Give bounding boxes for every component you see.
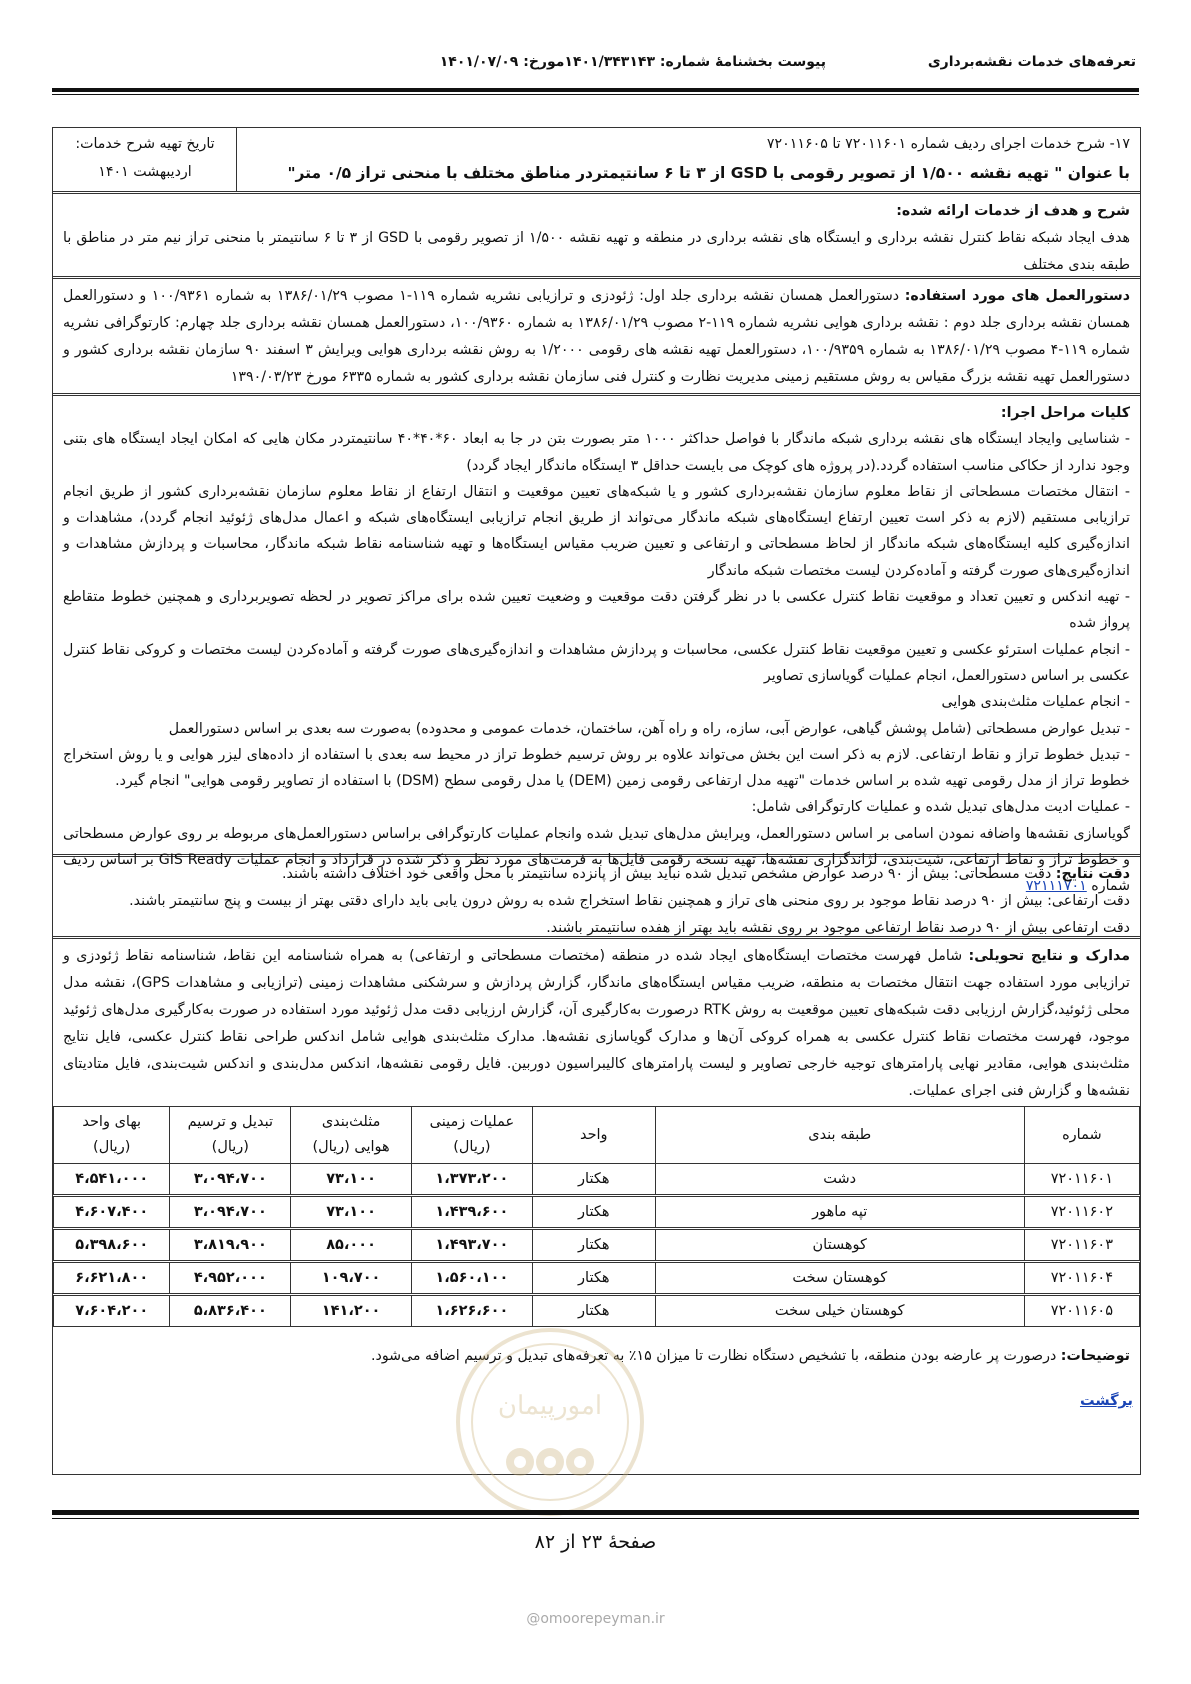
col-ground: عملیات زمینی (ریال) (411, 1107, 532, 1164)
step-item: - انجام عملیات استرئو عکسی و تعیین موقعیت نقاط کنترل عکسی، محاسبات و پردازش مشاهدات و اندازه‌گیری‌های صورت گرفته و آماده‌کردن لیست مختصات و کروکی نقاط کنترل عکسی بر اساس دستورالعمل، انجام عملیات گویاسازی تصاویر (63, 641, 1130, 684)
table-row (54, 1229, 1140, 1262)
row-convert: ۳،۰۹۴،۷۰۰ (170, 1196, 291, 1229)
step-item: - عملیات ادیت مدل‌های تبدیل شده و عملیات کارتوگرافی شامل: (751, 799, 1130, 816)
gis-ready-row-link[interactable]: ۷۲۱۱۱۷۰۱ (1025, 878, 1087, 895)
row-aerial: ۱۴۱،۲۰۰ (291, 1295, 412, 1327)
row-price: ۴،۶۰۷،۴۰۰ (54, 1196, 170, 1229)
header-rule (52, 88, 1139, 92)
row-number: ۷۲۰۱۱۶۰۴ (1024, 1262, 1139, 1295)
row-ground: ۱،۵۶۰،۱۰۰ (411, 1262, 532, 1295)
prep-date-cell (53, 128, 237, 191)
step-item: - انجام عملیات مثلث‌بندی هوایی (941, 694, 1130, 711)
title-main (236, 128, 1140, 191)
service-title: با عنوان " تهیه نقشه ۱/۵۰۰ از تصویر رقومی با GSD از ۳ تا ۶ سانتیمتردر مناطق مختلف با منحنی تراز ۰/۵ متر" (287, 164, 1130, 182)
standards-text: دستورالعمل همسان نقشه برداری جلد اول: ژئودزی و ترازیابی نشریه شماره ۱۱۹-۱ مصوب ۱۳۸۶/۰۱/۲۹ به شماره ۱۰۰/۹۳۶۱ و دستورالعمل همسان نقشه برداری جلد دوم : نقشه برداری هوایی نشریه شماره ۱۱۹-۲ مصوب ۱۳۸۶/۰۱/۲۹ به شماره ۱۰۰/۹۳۶۰، دستورالعمل همسان نقشه برداری جلد چهارم: کارتوگرافی نشریه شماره ۱۱۹-۴ مصوب ۱۳۸۶/۰۱/۲۹ به شماره ۱۰۰/۹۳۵۹، دستورالعمل تهیه نقشه های رقومی ۱/۲۰۰۰ به روش نقشه برداری هوایی ویرایش ۳ اسفند ۹۰ سازمان نقشه برداری کشور و دستورالعمل تهیه نقشه بزرگ مقیاس به روش مستقیم زمینی مدیریت نظارت و کنترل فنی سازمان نقشه برداری کشور به شماره ۶۳۳۵ مورخ ۱۳۹۰/۰۳/۲۳ (63, 288, 1130, 385)
col-price: بهای واحد (ریال) (54, 1107, 170, 1164)
tariff-table (53, 1106, 1140, 1327)
col-category: طبقه بندی (655, 1107, 1024, 1164)
row-unit: هکتار (532, 1229, 655, 1262)
accuracy-planimetric: دقت مسطحاتی: بیش از ۹۰ درصد عوارض مشخص تبدیل شده نباید بیش از پانزده سانتیمتر با محل واقعی خود اختلاف داشته باشند. (281, 866, 1056, 882)
col-convert: تبدیل و ترسیم (ریال) (170, 1107, 291, 1164)
watermark-seal-icon (450, 1322, 650, 1522)
steps-heading: کلیات مراحل اجرا: (1000, 405, 1130, 421)
title-block (53, 128, 1140, 194)
row-price: ۶،۶۲۱،۸۰۰ (54, 1262, 170, 1295)
header-rule-thin (52, 94, 1139, 95)
row-ground: ۱،۳۷۳،۲۰۰ (411, 1164, 532, 1196)
page-number: صفحۀ ۲۳ از ۸۲ (534, 1531, 657, 1553)
row-number: ۷۲۰۱۱۶۰۳ (1024, 1229, 1139, 1262)
step-item: گویاسازی نقشه‌ها واضافه نمودن اسامی بر اساس دستورالعمل، ویرایش مدل‌های تبدیل شده وانجام عملیات کارتوگرافی براساس دستورالعمل‌های مربوطه بر روی عوارض مسطحاتی و خطوط تراز و نقاط ارتفاعی، شیت‌بندی، لژاندگزاری نقشه‌ها، تهیه نسخه رقومی فایل‌ها به فرمت‌های مورد نظر و ذکر شده در قرارداد و انجام عملیات GIS Ready بر اساس ردیف شماره (63, 825, 1130, 895)
row-number: ۷۲۰۱۱۶۰۲ (1024, 1196, 1139, 1229)
row-convert: ۳،۸۱۹،۹۰۰ (170, 1229, 291, 1262)
row-aerial: ۸۵،۰۰۰ (291, 1229, 412, 1262)
row-category: دشت (655, 1164, 1024, 1196)
row-number: ۷۲۰۱۱۶۰۱ (1024, 1164, 1139, 1196)
row-convert: ۴،۹۵۲،۰۰۰ (170, 1262, 291, 1295)
page-header (55, 54, 1136, 78)
svg-text:امورپیمان: امورپیمان (497, 1391, 603, 1421)
row-ground: ۱،۴۳۹،۶۰۰ (411, 1196, 532, 1229)
row-category: کوهستان خیلی سخت (655, 1295, 1024, 1327)
notes-heading: توضیحات: (1060, 1348, 1130, 1364)
site-watermark: @omoorepeyman.ir (526, 1611, 665, 1627)
prep-date-value: اردیبهشت ۱۴۰۱ (98, 164, 192, 180)
col-number: شماره (1024, 1107, 1139, 1164)
step-item: - تهیه اندکس و تعیین تعداد و موقعیت نقاط کنترل عکسی با در نظر گرفتن دقت موقعیت و وضعیت تعیین شده برای مراکز تصویر در لحظه تصویربرداری و همچنین خطوط متقاطع پرواز شده (63, 589, 1130, 632)
deliverables-heading: مدارک و نتایج تحویلی: (968, 948, 1130, 964)
row-category: تپه ماهور (655, 1196, 1024, 1229)
footer-rule-thin (52, 1518, 1139, 1519)
standards-heading: دستورالعمل های مورد استفاده: (904, 288, 1131, 304)
row-unit: هکتار (532, 1295, 655, 1327)
table-row (54, 1164, 1140, 1196)
goal-text: هدف ایجاد شبکه نقاط کنترل نقشه برداری و ایستگاه های نقشه برداری در منطقه و تهیه نقشه ۱/۵۰۰ از تصویر رقومی با GSD از ۳ تا ۶ سانتیمتر با منحنی تراز نیم متر در مناطق با طبقه بندی مختلف (63, 230, 1131, 273)
deliverables-text: شامل فهرست مختصات ایستگاه‌های ایجاد شده در منطقه (مختصات مسطحاتی و ارتفاعی) به همراه شناسنامه این نقاط، شناسنامه نقاط ژئودزی و ترازیابی مورد استفاده جهت انتقال مختصات به منطقه، ضریب مقیاس ایستگاه‌های ماندگار، گزارش پردازش و سرشکنی مشاهدات زمینی (ترازیابی و مشاهدات GPS)، نقشه مدل محلی ژئوئید،گزارش ارزیابی دقت شبکه‌های تعیین موقعیت به روش RTK درصورت به‌کارگیری آن، گزارش ارزیابی دقت مدل ژئوئید مورد استفاده در صورت به‌کارگیری مدل‌های ژئوئید موجود، فهرست مختصات نقاط کنترل عکسی به همراه کروکی آن‌ها و مدارک گویاسازی نقشه‌ها. مدارک مثلث‌بندی هوایی شامل اندکس طراحی نقاط کنترل عکسی، فایل نتایج مثلث‌بندی هوایی، مقادیر نهایی پارامترهای توجیه خارجی تصاویر و لیست پارامترهای کالیبراسیون دوربین. فایل رقومی نقشه‌ها، اندکس مدل‌بندی و اندکس شیت‌بندی، فایل متادیتای نقشه‌ها و گزارش فنی اجرای عملیات. (63, 948, 1131, 1099)
table-row (54, 1196, 1140, 1229)
row-unit: هکتار (532, 1164, 655, 1196)
goal-heading: شرح و هدف از خدمات ارائه شده: (896, 203, 1130, 219)
accuracy-heading: دقت نتایج: (1055, 866, 1130, 882)
back-link[interactable]: برگشت (1079, 1393, 1133, 1409)
notes-text: درصورت پر عارضه بودن منطقه، با تشخیص دستگاه نظارت تا میزان ۱۵٪ به تعرفه‌های تبدیل و ترسیم اضافه می‌شود. (371, 1348, 1061, 1364)
goal-section (53, 194, 1140, 279)
row-aerial: ۱۰۹،۷۰۰ (291, 1262, 412, 1295)
prep-date-label: تاریخ تهیه شرح خدمات: (75, 136, 215, 152)
row-ground: ۱،۶۲۶،۶۰۰ (411, 1295, 532, 1327)
circular-reference: پیوست بخشنامۀ شماره: ۱۴۰۱/۳۴۳۱۴۳مورخ: ۱۴۰۱/۰۷/۰۹ (439, 54, 826, 70)
step-item: - تبدیل خطوط تراز و نقاط ارتفاعی. لازم به ذکر است این بخش می‌تواند علاوه بر روش ترسیم خطوط تراز در محیط سه بعدی با استفاده از داده‌های لیزر هوایی و یا روش استخراج خطوط تراز از مدل رقومی تهیه شده بر اساس خدمات "تهیه مدل ارتفاعی رقومی زمین (DEM) یا مدل رقومی سطح (DSM) با استفاده از تصاویر رقومی هوایی" انجام گیرد. (63, 746, 1130, 790)
step-item: - انتقال مختصات مسطحاتی از نقاط معلوم سازمان نقشه‌برداری کشور و یا شبکه‌های تعیین موقعیت و انتقال ارتفاع از نقاط معلوم سازمان نقشه‌برداری کشور از طریق انجام ترازیابی مستقیم (لازم به ذکر است تعیین ارتفاع ایستگاه‌های شبکه ماندگار می‌تواند از طریق انجام ترازیابی ایستگاه‌های شبکه و اعمال مدل‌های ژئوئید انجام گردد)، مشاهدات و اندازه‌گیری کلیه ایستگاه‌های شبکه ماندگار از لحاظ مسطحاتی و ارتفاعی و تعیین ضریب مقیاس ایستگاه‌ها و تهیه شناسنامه نقاط شبکه ماندگار، محاسبات و پردازش مشاهدات و اندازه‌گیری‌های صورت گرفته و آماده‌کردن لیست مختصات شبکه ماندگار (63, 483, 1130, 579)
row-price: ۷،۶۰۴،۲۰۰ (54, 1295, 170, 1327)
accuracy-height-contours: دقت ارتفاعی: بیش از ۹۰ درصد نقاط موجود بر روی منحنی های تراز و همچنین نقاط استخراج شده به روش درون یابی باید دارای دقتی بهتر از بیست و پنج سانتیمتر باشند. (129, 893, 1130, 909)
col-unit: واحد (532, 1107, 655, 1164)
deliverables-section (53, 939, 1140, 1107)
step-item: - شناسایی وایجاد ایستگاه های نقشه برداری شبکه ماندگار با فواصل حداکثر ۱۰۰۰ متر بصورت بتن در جا به ابعاد ۶۰*۴۰*۴۰ سانتیمتردر مکان هایی که امکان ایجاد ایستگاه های بتنی وجود ندارد از حکاکی مناسب استفاده گردد.(در پروژه های کوچک می بایست حداقل ۳ ایستگاه ماندگار ایجاد گردد) (63, 431, 1130, 474)
service-description-frame (52, 127, 1141, 1475)
service-rows-line: ۱۷- شرح خدمات اجرای ردیف شماره ۷۲۰۱۱۶۰۱ تا ۷۲۰۱۱۶۰۵ (766, 136, 1130, 152)
row-convert: ۳،۰۹۴،۷۰۰ (170, 1164, 291, 1196)
row-unit: هکتار (532, 1262, 655, 1295)
row-number: ۷۲۰۱۱۶۰۵ (1024, 1295, 1139, 1327)
accuracy-height-points: دقت ارتفاعی بیش از ۹۰ درصد نقاط ارتفاعی موجود بر روی نقشه باید بهتر از هفده سانتیمتر باشند. (546, 920, 1130, 936)
row-convert: ۵،۸۳۶،۴۰۰ (170, 1295, 291, 1327)
row-unit: هکتار (532, 1196, 655, 1229)
row-ground: ۱،۴۹۳،۷۰۰ (411, 1229, 532, 1262)
row-aerial: ۷۳،۱۰۰ (291, 1196, 412, 1229)
col-aerial: مثلث‌بندی هوایی (ریال) (291, 1107, 412, 1164)
table-header-row (54, 1107, 1140, 1164)
row-aerial: ۷۳،۱۰۰ (291, 1164, 412, 1196)
standards-section (53, 279, 1140, 396)
row-category: کوهستان سخت (655, 1262, 1024, 1295)
table-row (54, 1262, 1140, 1295)
row-price: ۵،۳۹۸،۶۰۰ (54, 1229, 170, 1262)
accuracy-section (53, 857, 1140, 939)
footer-rule (52, 1510, 1139, 1515)
row-category: کوهستان (655, 1229, 1024, 1262)
row-price: ۴،۵۴۱،۰۰۰ (54, 1164, 170, 1196)
document-title: تعرفه‌های خدمات نقشه‌برداری (927, 54, 1136, 70)
step-item: - تبدیل عوارض مسطحاتی (شامل پوشش گیاهی، عوارض آبی، سازه، راه و راه آهن، ساختمان، خدمات عمومی و محدوده) به‌صورت سه بعدی بر اساس دستورالعمل (168, 720, 1130, 737)
